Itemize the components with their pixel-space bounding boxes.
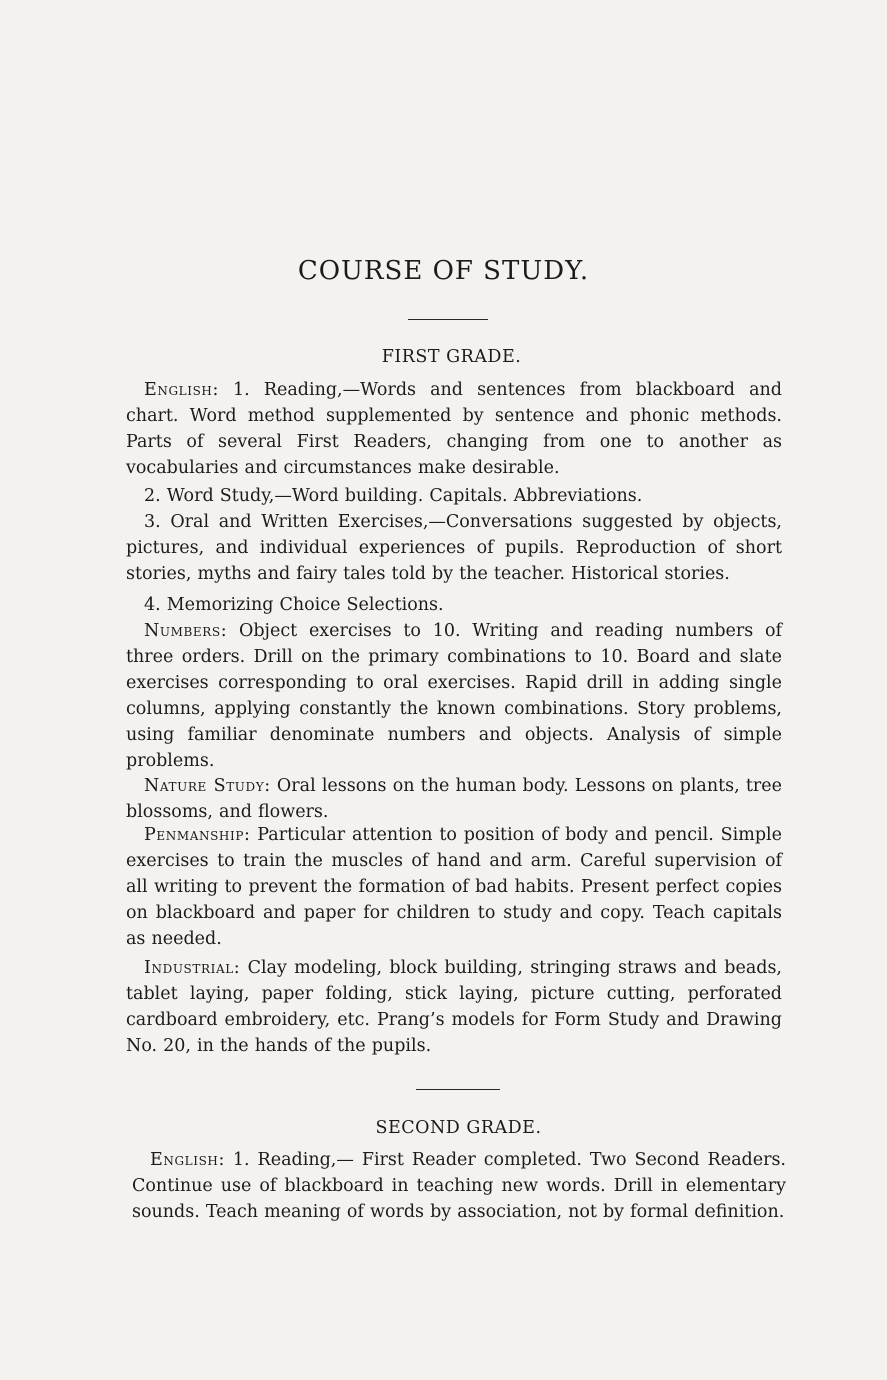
second-english-label: English: xyxy=(150,1150,225,1170)
second-english-text: 1. Reading,— First Reader completed. Two Second Readers. Continue use of blackboard in teaching new words. Drill in elementary sounds. Teach meaning of words by association, not by formal definition. xyxy=(132,1150,786,1222)
penmanship-text: Particular attention to position of body and pencil. Simple exercises to train the muscles of hand and arm. Careful supervision of all writing to prevent the formation of bad habits. Present perfect copies on blackboard and paper for children to study and copy. Teach capitals as needed. xyxy=(126,825,782,949)
second-grade-heading: SECOND GRADE. xyxy=(375,1118,542,1138)
penmanship-paragraph xyxy=(126,822,782,952)
word-study-paragraph: 2. Word Study,—Word building. Capitals. Abbreviations. xyxy=(144,486,643,506)
first-grade-english-paragraph xyxy=(126,377,782,481)
nature-study-paragraph xyxy=(126,773,782,825)
numbers-label: Numbers: xyxy=(144,621,228,641)
english-text: 1. Reading,—Words and sentences from blackboard and chart. Word method supplemented by sentence and phonic methods. Parts of several First Readers, changing from one to another as vocabularies and circumstances make desirable. xyxy=(126,380,782,478)
second-grade-english-paragraph xyxy=(132,1147,786,1225)
numbers-paragraph xyxy=(126,618,782,774)
industrial-paragraph xyxy=(126,955,782,1059)
penmanship-label: Penmanship: xyxy=(144,825,251,845)
title-divider xyxy=(408,319,488,320)
nature-study-text: Oral lessons on the human body. Lessons on plants, tree blossoms, and flowers. xyxy=(126,776,782,822)
industrial-label: Industrial: xyxy=(144,958,241,978)
memorizing-paragraph: 4. Memorizing Choice Selections. xyxy=(144,595,444,615)
section-divider xyxy=(416,1089,500,1090)
english-label: English: xyxy=(144,380,219,400)
numbers-text: Object exercises to 10. Writing and reading numbers of three orders. Drill on the primary combinations to 10. Board and slate exercises corresponding to oral exercises. Rapid drill in adding single columns, applying constantly the known combinations. Story problems, using familiar denominate numbers and objects. Analysis of simple problems. xyxy=(126,621,782,771)
first-grade-heading: FIRST GRADE. xyxy=(381,347,522,367)
industrial-text: Clay modeling, block building, stringing straws and beads, tablet laying, paper folding, stick laying, picture cutting, perforated cardboard embroidery, etc. Prang’s models for Form Study and Drawing No. 20, in the hands of the pupils. xyxy=(126,958,782,1056)
page-title: COURSE OF STUDY. xyxy=(297,256,590,286)
oral-written-paragraph: 3. Oral and Written Exercises,—Conversations suggested by objects, pictures, and individual experiences of pupils. Reproduction of short stories, myths and fairy tales told by the teacher. Historical stories. xyxy=(126,512,782,584)
nature-study-label: Nature Study: xyxy=(144,776,271,796)
